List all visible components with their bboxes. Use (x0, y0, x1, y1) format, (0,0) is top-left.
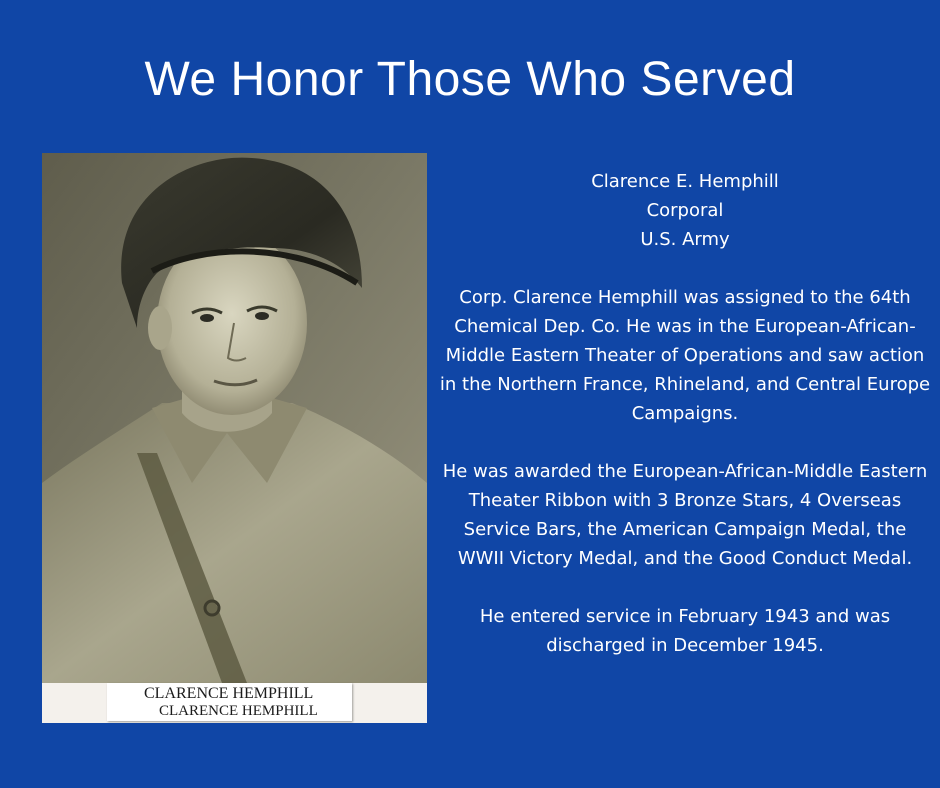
soldier-portrait-photo (42, 153, 427, 723)
photo-caption (42, 681, 427, 723)
caption-line-2: CLARENCE HEMPHILL (159, 703, 318, 719)
page-title: We Honor Those Who Served (144, 53, 796, 106)
assignment-paragraph: Corp. Clarence Hemphill was assigned to the 64th Chemical Dep. Co. He was in the European-African-Middle Eastern Theater of Operations and saw action in the Northern France, Rhineland, and Central Europe Campaigns. (439, 287, 931, 424)
member-name: Clarence E. Hemphill (591, 171, 779, 192)
portrait-illustration (42, 153, 427, 723)
member-branch: U.S. Army (640, 229, 730, 250)
awards-paragraph: He was awarded the European-African-Middle Eastern Theater Ribbon with 3 Bronze Stars, 4 Overseas Service Bars, the American Campaign Medal, the WWII Victory Medal, and the Good Conduct Medal. (442, 461, 928, 569)
caption-line-1: CLARENCE HEMPHILL (144, 685, 314, 702)
service-dates-paragraph: He entered service in February 1943 and was discharged in December 1945. (479, 606, 891, 656)
service-member-info (438, 167, 932, 660)
member-rank: Corporal (646, 200, 724, 221)
